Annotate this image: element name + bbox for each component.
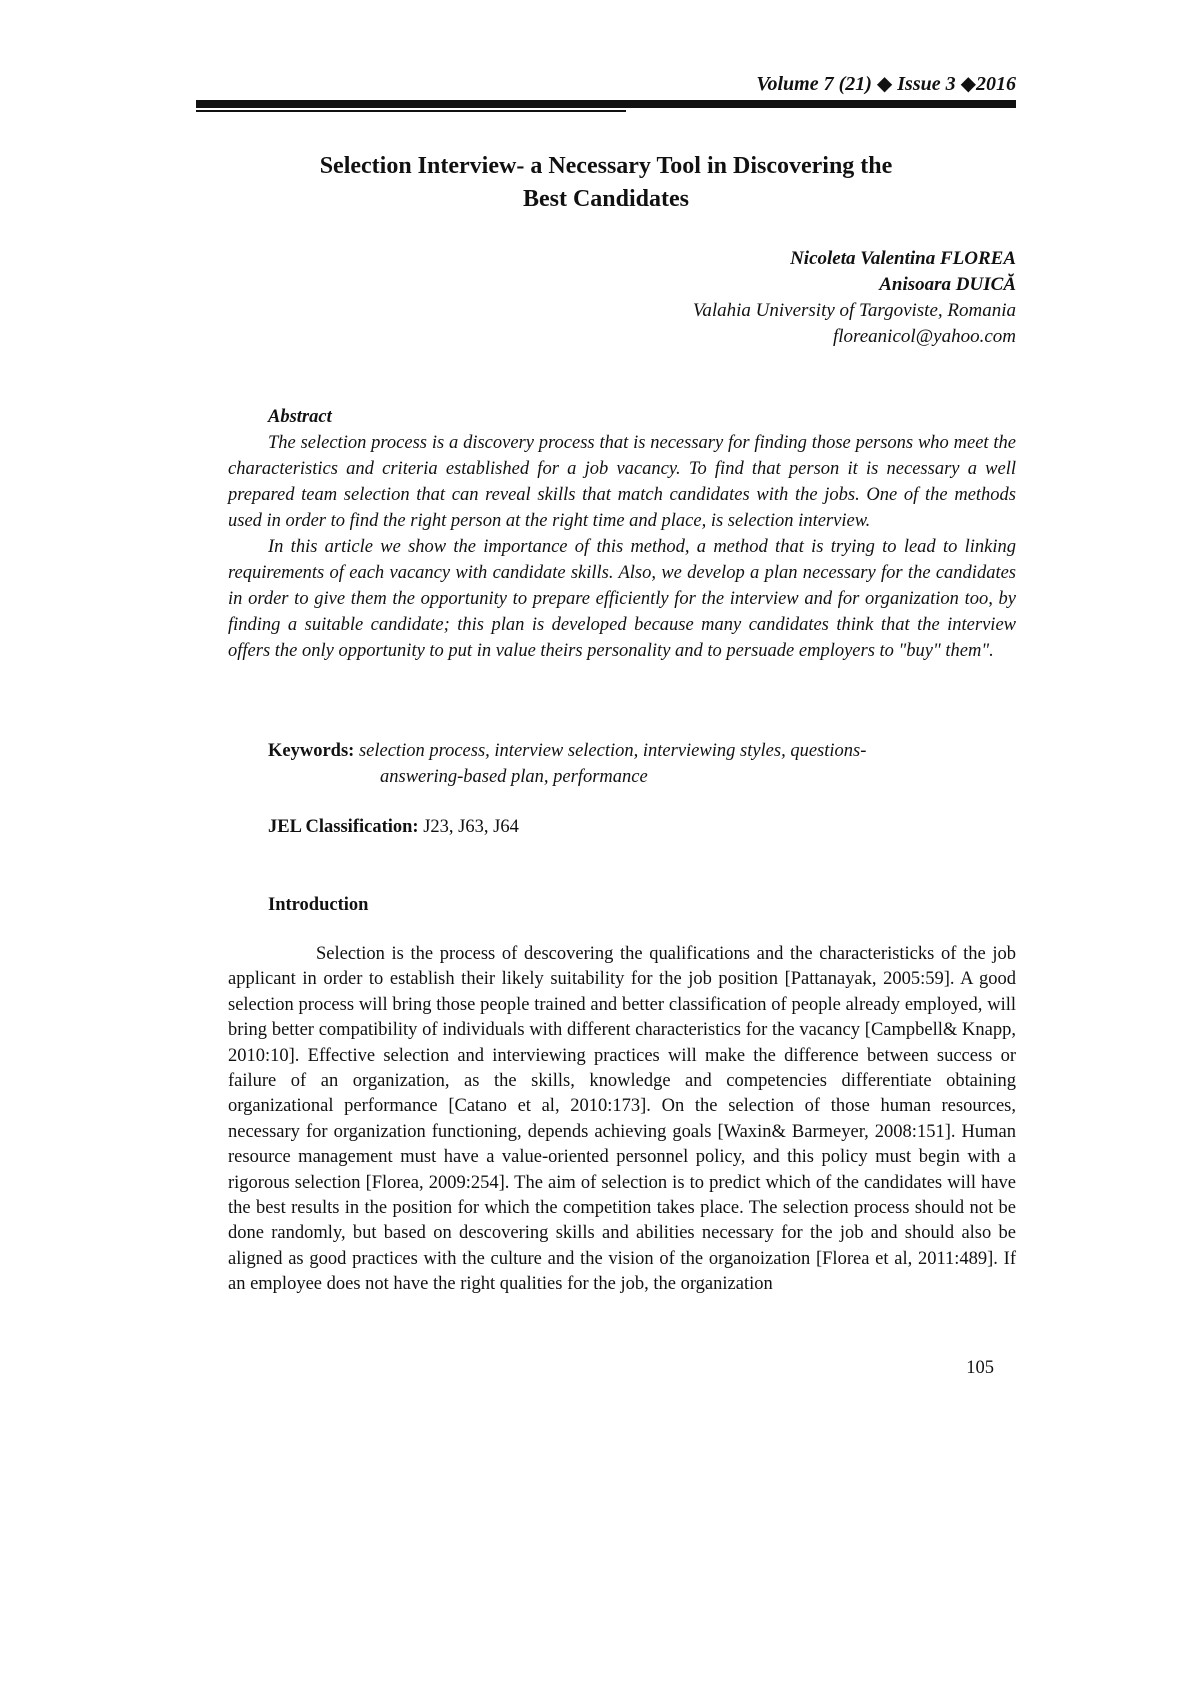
- author-name-1: Nicoleta Valentina FLOREA: [790, 248, 1016, 269]
- keywords-section: [268, 738, 1016, 790]
- paper-title: [196, 150, 1016, 216]
- author-name-2: Anisoara DUICĂ: [879, 274, 1016, 295]
- page-number: 105: [966, 1358, 994, 1378]
- author-affiliation: Valahia University of Targoviste, Romania: [692, 300, 1016, 321]
- header-rule-thin: [196, 110, 626, 112]
- title-line-1: Selection Interview- a Necessary Tool in Discovering the: [319, 153, 893, 179]
- introduction-paragraph: Selection is the process of descovering the qualifications and the characteristicks of the job applicant in order to establish their likely suitability for the job position [Pattanayak, 2005:59]. A good selection process will bring those people trained and better classification of people already employed, will bring better compatibility of individuals with different characteristics for the vacancy [Campbell& Knapp, 2010:10]. Effective selection and interviewing practices will make the difference between success or failure of an organization, as the skills, knowledge and competencies differentiate obtaining organizational performance [Catano et al, 2010:173]. On the selection of those human resources, necessary for organization functioning, depends achieving goals [Waxin& Barmeyer, 2008:151]. Human resource management must have a value-oriented personnel policy, and this policy must begin with a rigorous selection [Florea, 2009:254]. The aim of selection is to predict which of the candidates will have the best results in the position for which the competition takes place. The selection process should not be done randomly, but based on descovering skills and abilities necessary for the job and should also be aligned as good practices with the culture and the vision of the organoization [Florea et al, 2011:489]. If an employee does not have the right qualities for the job, the organization: [228, 944, 1016, 1295]
- jel-classification: [268, 814, 1016, 840]
- running-head-text: Volume 7 (21) ◆ Issue 3 ◆2016: [756, 73, 1016, 95]
- keywords-label: Keywords:: [268, 741, 355, 761]
- keywords-line-2: answering-based plan, performance: [380, 767, 648, 787]
- abstract-heading: Abstract: [268, 407, 332, 427]
- running-header: [196, 72, 1016, 112]
- keywords-line-1: selection process, interview selection, interviewing styles, questions-: [358, 741, 867, 761]
- author-block: [196, 246, 1016, 350]
- abstract-paragraph-2: In this article we show the importance of this method, a method that is trying to lead to linking requirements of each vacancy with candidate skills. Also, we develop a plan necessary for the candidates in order to give them the opportunity to prepare efficiently for the interview and for organization too, by finding a suitable candidate; this plan is developed because many candidates think that the interview offers the only opportunity to put in value theirs personality and to persuade employers to "buy" them".: [228, 537, 1016, 661]
- abstract-paragraph-1: The selection process is a discovery process that is necessary for finding those persons who meet the characteristics and criteria established for a job vacancy. To find that person it is necessary a well prepared team selection that can reveal skills that match candidates with the jobs. One of the methods used in order to find the right person at the right time and place, is selection interview.: [228, 433, 1016, 531]
- introduction-heading: Introduction: [268, 895, 369, 915]
- jel-label: JEL Classification:: [268, 817, 419, 837]
- abstract-section: [228, 404, 1016, 664]
- author-email: floreanicol@yahoo.com: [833, 326, 1016, 347]
- title-line-2: Best Candidates: [522, 186, 690, 212]
- jel-codes: J23, J63, J64: [423, 817, 519, 837]
- header-rule-thick: [196, 100, 1016, 108]
